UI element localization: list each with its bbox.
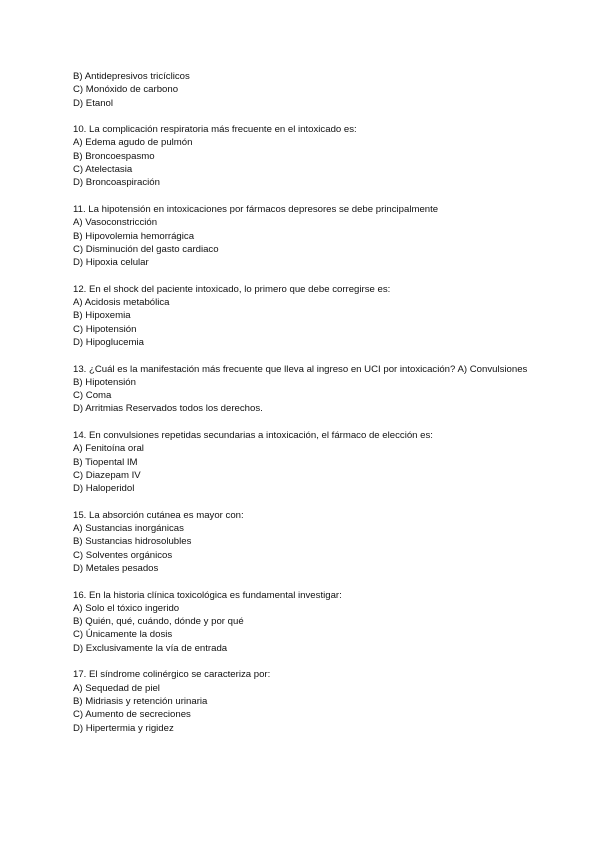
option: D) Exclusivamente la vía de entrada xyxy=(73,642,228,654)
question-block-16 xyxy=(73,589,529,655)
option: C) Monóxido de carbono xyxy=(73,84,179,96)
option: B) Midriasis y retención urinaria xyxy=(73,695,208,707)
option: C) Atelectasia xyxy=(73,164,133,176)
exam-content xyxy=(73,70,529,735)
option: D) Hipoglucemia xyxy=(73,336,144,348)
option: C) Disminución del gasto cardiaco xyxy=(73,243,219,255)
question-text: 15. La absorción cutánea es mayor con: xyxy=(73,509,244,521)
question-block-12 xyxy=(73,283,529,349)
option: C) Coma xyxy=(73,390,112,402)
option: D) Haloperidol xyxy=(73,483,135,495)
question-text: 10. La complicación respiratoria más frecuente en el intoxicado es: xyxy=(73,124,357,136)
option: D) Etanol xyxy=(73,97,113,109)
option: B) Hipoxemia xyxy=(73,310,131,322)
option: A) Sequedad de piel xyxy=(73,682,160,694)
option: B) Tiopental IM xyxy=(73,456,138,468)
option: C) Hipotensión xyxy=(73,323,137,335)
option: B) Broncoespasmo xyxy=(73,150,155,162)
option: D) Arritmias Reservados todos los derechos. xyxy=(73,403,263,415)
option: A) Vasoconstricción xyxy=(73,217,158,229)
question-block-15 xyxy=(73,509,529,575)
option: C) Diazepam IV xyxy=(73,469,141,481)
option: D) Hipertermia y rigidez xyxy=(73,722,174,734)
intro-options xyxy=(73,70,529,110)
question-block-11 xyxy=(73,203,529,269)
option: C) Aumento de secreciones xyxy=(73,709,191,721)
question-text: 11. La hipotensión en intoxicaciones por fármacos depresores se debe principalmente xyxy=(73,203,439,215)
question-text: 14. En convulsiones repetidas secundarias a intoxicación, el fármaco de elección es: xyxy=(73,430,433,442)
question-block-17 xyxy=(73,668,529,734)
option: A) Edema agudo de pulmón xyxy=(73,137,193,149)
option: D) Broncoaspiración xyxy=(73,177,160,189)
option: A) Solo el tóxico ingerido xyxy=(73,602,180,614)
question-block-14 xyxy=(73,429,529,495)
question-text: 16. En la historia clínica toxicológica es fundamental investigar: xyxy=(73,589,342,601)
option: B) Quién, qué, cuándo, dónde y por qué xyxy=(73,616,244,628)
option: B) Sustancias hidrosolubles xyxy=(73,536,192,548)
option: A) Fenitoína oral xyxy=(73,443,144,455)
option: B) Hipovolemia hemorrágica xyxy=(73,230,195,242)
question-text: 17. El síndrome colinérgico se caracteriza por: xyxy=(73,669,271,681)
option: C) Solventes orgánicos xyxy=(73,549,173,561)
option: A) Sustancias inorgánicas xyxy=(73,523,184,535)
option: D) Metales pesados xyxy=(73,562,159,574)
option: D) Hipoxia celular xyxy=(73,257,149,269)
option: B) Antidepresivos tricíclicos xyxy=(73,71,190,82)
question-block-13 xyxy=(73,363,529,416)
option: A) Acidosis metabólica xyxy=(73,297,170,309)
question-text: 12. En el shock del paciente intoxicado, lo primero que debe corregirse es: xyxy=(73,283,391,295)
option: C) Únicamente la dosis xyxy=(73,629,173,641)
question-text: 13. ¿Cuál es la manifestación más frecuente que lleva al ingreso en UCI por intoxicación? A) Convulsiones xyxy=(73,363,528,375)
option: B) Hipotensión xyxy=(73,376,136,388)
question-block-10 xyxy=(73,123,529,189)
